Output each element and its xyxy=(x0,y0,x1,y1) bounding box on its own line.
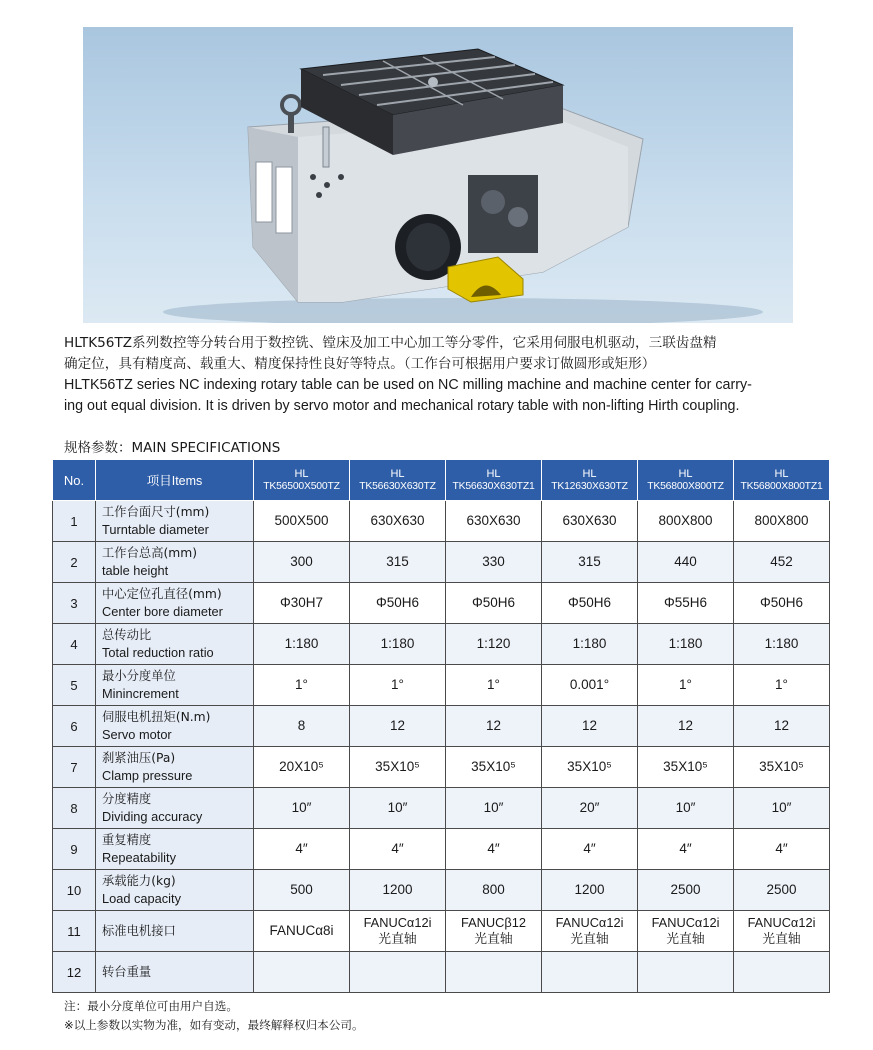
spec-value xyxy=(254,952,350,993)
spec-value: 1:180 xyxy=(542,624,638,665)
spec-value: 12 xyxy=(734,706,830,747)
row-item xyxy=(96,706,254,747)
spec-value: 20X10⁵ xyxy=(254,747,350,788)
description-en-line-2: ing out equal division. It is driven by servo motor and mechanical rotary table with non-lifting Hirth coupling. xyxy=(64,398,740,414)
spec-value: 8 xyxy=(254,706,350,747)
row-item xyxy=(96,870,254,911)
row-item xyxy=(96,583,254,624)
row-number: 6 xyxy=(53,706,96,747)
spec-value: 300 xyxy=(254,542,350,583)
spec-value: FANUCα12i 光直轴 xyxy=(734,911,830,952)
spec-value: Φ30H7 xyxy=(254,583,350,624)
header-model: HL TK56630X630TZ xyxy=(350,460,446,501)
item-label-en: Load capacity xyxy=(102,891,181,906)
product-photo xyxy=(83,27,793,323)
spec-value: 12 xyxy=(638,706,734,747)
spec-value: 10″ xyxy=(734,788,830,829)
notes xyxy=(64,997,364,1035)
header-items: 项目Items xyxy=(96,460,254,501)
row-number: 10 xyxy=(53,870,96,911)
table-header-row xyxy=(53,460,830,501)
row-item xyxy=(96,747,254,788)
spec-table xyxy=(52,459,830,993)
spec-value: 800X800 xyxy=(734,501,830,542)
table-row xyxy=(53,870,830,911)
spec-value: 12 xyxy=(542,706,638,747)
spec-value: 452 xyxy=(734,542,830,583)
item-label-en: Clamp pressure xyxy=(102,768,193,783)
description-cn-line-2: 确定位，具有精度高、载重大、精度保持性良好等特点。（工作台可根据用户要求订做圆形或矩形） xyxy=(64,356,656,372)
table-row xyxy=(53,788,830,829)
table-row xyxy=(53,952,830,993)
spec-heading: 规格参数：MAIN SPECIFICATIONS xyxy=(64,440,281,456)
spec-value: 1° xyxy=(446,665,542,706)
row-item xyxy=(96,952,254,993)
spec-value: 800 xyxy=(446,870,542,911)
row-number: 1 xyxy=(53,501,96,542)
spec-value: 500 xyxy=(254,870,350,911)
row-number: 11 xyxy=(53,911,96,952)
spec-value xyxy=(734,952,830,993)
item-label-en: Minincrement xyxy=(102,686,179,701)
row-number: 5 xyxy=(53,665,96,706)
spec-value: 35X10⁵ xyxy=(638,747,734,788)
spec-value: Φ50H6 xyxy=(542,583,638,624)
spec-value: 10″ xyxy=(350,788,446,829)
spec-value: 1:180 xyxy=(734,624,830,665)
item-label-en: Servo motor xyxy=(102,727,172,742)
spec-value: 4″ xyxy=(254,829,350,870)
row-item xyxy=(96,542,254,583)
spec-value: 1° xyxy=(638,665,734,706)
spec-value: 315 xyxy=(350,542,446,583)
row-item xyxy=(96,665,254,706)
spec-value: 500X500 xyxy=(254,501,350,542)
spec-value: 0.001° xyxy=(542,665,638,706)
item-label-cn: 工作台总高(mm) xyxy=(102,546,198,560)
spec-value: 10″ xyxy=(254,788,350,829)
spec-value: 1:180 xyxy=(254,624,350,665)
spec-value: 35X10⁵ xyxy=(734,747,830,788)
spec-value: 1° xyxy=(254,665,350,706)
spec-value xyxy=(542,952,638,993)
spec-value: 1° xyxy=(350,665,446,706)
row-item xyxy=(96,911,254,952)
rotary-table-illustration xyxy=(83,27,793,323)
header-model: HL TK56630X630TZ1 xyxy=(446,460,542,501)
spec-value: 4″ xyxy=(350,829,446,870)
row-item xyxy=(96,624,254,665)
spec-value: 4″ xyxy=(638,829,734,870)
spec-value: 4″ xyxy=(446,829,542,870)
spec-value: Φ50H6 xyxy=(734,583,830,624)
spec-value: 20″ xyxy=(542,788,638,829)
item-label-cn: 刹紧油压(Pa) xyxy=(102,751,176,765)
spec-value: FANUCα12i 光直轴 xyxy=(350,911,446,952)
spec-value: FANUCβ12 光直轴 xyxy=(446,911,542,952)
spec-value: 10″ xyxy=(446,788,542,829)
row-number: 3 xyxy=(53,583,96,624)
spec-value: 2500 xyxy=(638,870,734,911)
item-label-en: Total reduction ratio xyxy=(102,645,214,660)
spec-value: 315 xyxy=(542,542,638,583)
table-row xyxy=(53,911,830,952)
table-row xyxy=(53,624,830,665)
spec-value: Φ50H6 xyxy=(350,583,446,624)
spec-table-body xyxy=(53,501,830,993)
item-label-cn: 总传动比 xyxy=(102,628,152,642)
item-label-cn: 最小分度单位 xyxy=(102,669,176,683)
row-item xyxy=(96,501,254,542)
spec-value: 35X10⁵ xyxy=(542,747,638,788)
row-number: 8 xyxy=(53,788,96,829)
spec-value: 35X10⁵ xyxy=(446,747,542,788)
spec-value: FANUCα12i 光直轴 xyxy=(638,911,734,952)
header-no: No. xyxy=(53,460,96,501)
table-row xyxy=(53,665,830,706)
spec-value: 2500 xyxy=(734,870,830,911)
spec-value xyxy=(350,952,446,993)
header-model: HL TK56800X800TZ1 xyxy=(734,460,830,501)
spec-value xyxy=(638,952,734,993)
description-cn-line-1: HLTK56TZ系列数控等分转台用于数控铣、镗床及加工中心加工等分零件，它采用伺服电机驱动，三联齿盘精 xyxy=(64,335,717,351)
item-label-cn: 工作台面尺寸(mm) xyxy=(102,505,210,519)
row-item xyxy=(96,788,254,829)
row-number: 9 xyxy=(53,829,96,870)
spec-value: 630X630 xyxy=(446,501,542,542)
item-label-en: Turntable diameter xyxy=(102,522,209,537)
item-label-en: Repeatability xyxy=(102,850,176,865)
spec-value: 1200 xyxy=(542,870,638,911)
item-label-cn: 承载能力(kg) xyxy=(102,874,176,888)
table-row xyxy=(53,706,830,747)
spec-value: 12 xyxy=(350,706,446,747)
spec-value: FANUCα12i 光直轴 xyxy=(542,911,638,952)
spec-value: 35X10⁵ xyxy=(350,747,446,788)
spec-value: 800X800 xyxy=(638,501,734,542)
row-number: 2 xyxy=(53,542,96,583)
item-label-cn: 重复精度 xyxy=(102,833,152,847)
spec-value: FANUCα8i xyxy=(254,911,350,952)
spec-value: 1:120 xyxy=(446,624,542,665)
table-row xyxy=(53,829,830,870)
row-item xyxy=(96,829,254,870)
spec-value: 630X630 xyxy=(350,501,446,542)
header-model: HL TK56500X500TZ xyxy=(254,460,350,501)
item-label-en: table height xyxy=(102,563,169,578)
spec-value: 440 xyxy=(638,542,734,583)
table-row xyxy=(53,747,830,788)
spec-value: Φ55H6 xyxy=(638,583,734,624)
row-number: 7 xyxy=(53,747,96,788)
item-label-cn: 伺服电机扭矩(N.m) xyxy=(102,710,211,724)
spec-value: 4″ xyxy=(542,829,638,870)
table-row xyxy=(53,583,830,624)
spec-value: 330 xyxy=(446,542,542,583)
spec-value: 630X630 xyxy=(542,501,638,542)
item-label-cn: 分度精度 xyxy=(102,792,152,806)
note-2: ※以上参数以实物为准，如有变动，最终解释权归本公司。 xyxy=(64,1018,364,1032)
item-label-cn: 标准电机接口 xyxy=(102,923,176,938)
spec-value: 10″ xyxy=(638,788,734,829)
table-row xyxy=(53,542,830,583)
note-1: 注：最小分度单位可由用户自选。 xyxy=(64,999,238,1013)
spec-value: 1° xyxy=(734,665,830,706)
spec-value: 12 xyxy=(446,706,542,747)
spec-value: 1:180 xyxy=(350,624,446,665)
row-number: 4 xyxy=(53,624,96,665)
item-label-cn: 转台重量 xyxy=(102,964,152,979)
table-row xyxy=(53,501,830,542)
header-model: HL TK12630X630TZ xyxy=(542,460,638,501)
spec-value: Φ50H6 xyxy=(446,583,542,624)
row-number: 12 xyxy=(53,952,96,993)
spec-value: 1:180 xyxy=(638,624,734,665)
spec-value: 1200 xyxy=(350,870,446,911)
spec-value xyxy=(446,952,542,993)
header-model: HL TK56800X800TZ xyxy=(638,460,734,501)
item-label-en: Center bore diameter xyxy=(102,604,223,619)
description-en-line-1: HLTK56TZ series NC indexing rotary table can be used on NC milling machine and machine center for carry- xyxy=(64,377,752,393)
item-label-en: Dividing accuracy xyxy=(102,809,203,824)
product-description xyxy=(64,333,834,417)
item-label-cn: 中心定位孔直径(mm) xyxy=(102,587,222,601)
spec-value: 4″ xyxy=(734,829,830,870)
